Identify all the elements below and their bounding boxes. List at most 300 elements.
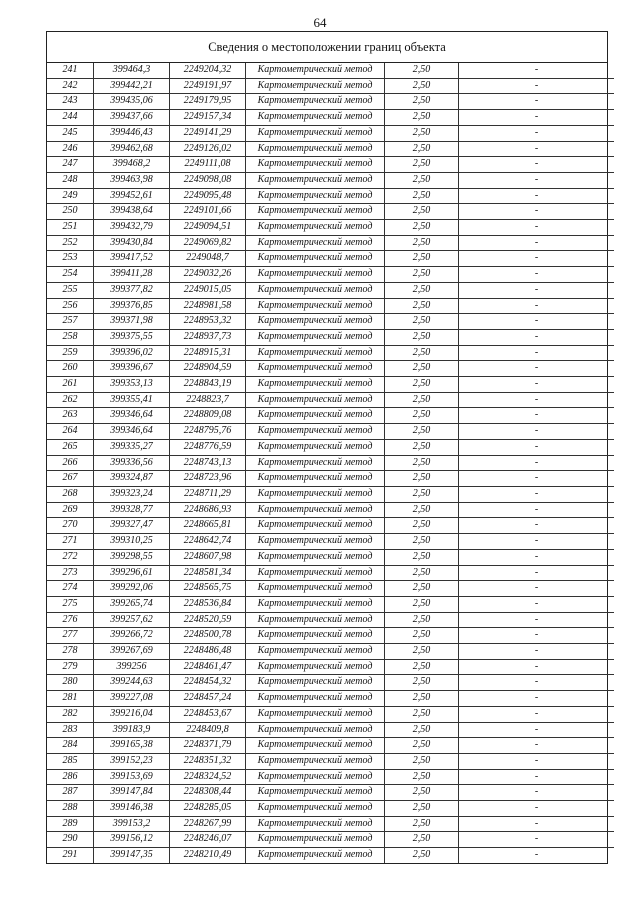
table-row bbox=[47, 345, 614, 361]
y-coordinate-cell: 2249204,32 bbox=[170, 63, 246, 78]
method-cell: Картометрический метод bbox=[246, 94, 385, 110]
point-number-cell: 262 bbox=[47, 392, 94, 408]
x-coordinate-cell: 399437,66 bbox=[94, 110, 170, 126]
accuracy-cell: 2,50 bbox=[385, 345, 459, 361]
description-cell: - bbox=[459, 78, 615, 94]
y-coordinate-cell: 2248285,05 bbox=[170, 801, 246, 817]
point-number-cell: 269 bbox=[47, 502, 94, 518]
accuracy-cell: 2,50 bbox=[385, 267, 459, 283]
point-number-cell: 271 bbox=[47, 534, 94, 550]
point-number-cell: 275 bbox=[47, 596, 94, 612]
accuracy-cell: 2,50 bbox=[385, 502, 459, 518]
y-coordinate-cell: 2248409,8 bbox=[170, 722, 246, 738]
method-cell: Картометрический метод bbox=[246, 722, 385, 738]
y-coordinate-cell: 2248246,07 bbox=[170, 832, 246, 848]
method-cell: Картометрический метод bbox=[246, 832, 385, 848]
table-row bbox=[47, 565, 614, 581]
table-row bbox=[47, 581, 614, 597]
point-number-cell: 252 bbox=[47, 235, 94, 251]
x-coordinate-cell: 399323,24 bbox=[94, 486, 170, 502]
method-cell: Картометрический метод bbox=[246, 188, 385, 204]
accuracy-cell: 2,50 bbox=[385, 78, 459, 94]
method-cell: Картометрический метод bbox=[246, 251, 385, 267]
description-cell: - bbox=[459, 424, 615, 440]
method-cell: Картометрический метод bbox=[246, 549, 385, 565]
method-cell: Картометрический метод bbox=[246, 424, 385, 440]
method-cell: Картометрический метод bbox=[246, 439, 385, 455]
accuracy-cell: 2,50 bbox=[385, 785, 459, 801]
table-row bbox=[47, 282, 614, 298]
description-cell: - bbox=[459, 408, 615, 424]
y-coordinate-cell: 2248665,81 bbox=[170, 518, 246, 534]
table-row bbox=[47, 502, 614, 518]
y-coordinate-cell: 2248743,13 bbox=[170, 455, 246, 471]
description-cell: - bbox=[459, 565, 615, 581]
x-coordinate-cell: 399335,27 bbox=[94, 439, 170, 455]
description-cell: - bbox=[459, 94, 615, 110]
point-number-cell: 246 bbox=[47, 141, 94, 157]
point-number-cell: 270 bbox=[47, 518, 94, 534]
point-number-cell: 274 bbox=[47, 581, 94, 597]
method-cell: Картометрический метод bbox=[246, 235, 385, 251]
x-coordinate-cell: 399353,13 bbox=[94, 377, 170, 393]
method-cell: Картометрический метод bbox=[246, 110, 385, 126]
method-cell: Картометрический метод bbox=[246, 63, 385, 78]
description-cell: - bbox=[459, 738, 615, 754]
table-row bbox=[47, 486, 614, 502]
description-cell: - bbox=[459, 110, 615, 126]
method-cell: Картометрический метод bbox=[246, 502, 385, 518]
point-number-cell: 259 bbox=[47, 345, 94, 361]
coordinates-table-body bbox=[47, 63, 614, 863]
table-row bbox=[47, 675, 614, 691]
y-coordinate-cell: 2248486,48 bbox=[170, 644, 246, 660]
x-coordinate-cell: 399153,69 bbox=[94, 769, 170, 785]
x-coordinate-cell: 399227,08 bbox=[94, 691, 170, 707]
table-row bbox=[47, 235, 614, 251]
accuracy-cell: 2,50 bbox=[385, 706, 459, 722]
x-coordinate-cell: 399267,69 bbox=[94, 644, 170, 660]
x-coordinate-cell: 399324,87 bbox=[94, 471, 170, 487]
y-coordinate-cell: 2248565,75 bbox=[170, 581, 246, 597]
description-cell: - bbox=[459, 675, 615, 691]
point-number-cell: 243 bbox=[47, 94, 94, 110]
y-coordinate-cell: 2248981,58 bbox=[170, 298, 246, 314]
x-coordinate-cell: 399152,23 bbox=[94, 753, 170, 769]
description-cell: - bbox=[459, 188, 615, 204]
method-cell: Картометрический метод bbox=[246, 486, 385, 502]
table-row bbox=[47, 78, 614, 94]
x-coordinate-cell: 399147,35 bbox=[94, 848, 170, 863]
table-row bbox=[47, 424, 614, 440]
method-cell: Картометрический метод bbox=[246, 141, 385, 157]
accuracy-cell: 2,50 bbox=[385, 816, 459, 832]
table-row bbox=[47, 644, 614, 660]
description-cell: - bbox=[459, 251, 615, 267]
description-cell: - bbox=[459, 329, 615, 345]
table-row bbox=[47, 141, 614, 157]
description-cell: - bbox=[459, 612, 615, 628]
y-coordinate-cell: 2248308,44 bbox=[170, 785, 246, 801]
point-number-cell: 288 bbox=[47, 801, 94, 817]
y-coordinate-cell: 2248371,79 bbox=[170, 738, 246, 754]
table-row bbox=[47, 596, 614, 612]
table-row bbox=[47, 848, 614, 863]
description-cell: - bbox=[459, 471, 615, 487]
point-number-cell: 278 bbox=[47, 644, 94, 660]
y-coordinate-cell: 2248937,73 bbox=[170, 329, 246, 345]
description-cell: - bbox=[459, 832, 615, 848]
x-coordinate-cell: 399435,06 bbox=[94, 94, 170, 110]
method-cell: Картометрический метод bbox=[246, 408, 385, 424]
accuracy-cell: 2,50 bbox=[385, 675, 459, 691]
accuracy-cell: 2,50 bbox=[385, 157, 459, 173]
description-cell: - bbox=[534, 849, 539, 861]
y-coordinate-cell: 2249098,08 bbox=[170, 172, 246, 188]
table-row bbox=[47, 298, 614, 314]
point-number-cell: 242 bbox=[47, 78, 94, 94]
point-number-cell: 260 bbox=[47, 361, 94, 377]
accuracy-cell: 2,50 bbox=[385, 738, 459, 754]
point-number-cell: 248 bbox=[47, 172, 94, 188]
table-row bbox=[47, 172, 614, 188]
y-coordinate-cell: 2248461,47 bbox=[170, 659, 246, 675]
y-coordinate-cell: 2249179,95 bbox=[170, 94, 246, 110]
x-coordinate-cell: 399376,85 bbox=[94, 298, 170, 314]
point-number-cell: 255 bbox=[47, 282, 94, 298]
x-coordinate-cell: 399146,38 bbox=[94, 801, 170, 817]
description-cell: - bbox=[459, 455, 615, 471]
table-row bbox=[47, 110, 614, 126]
point-number-cell: 241 bbox=[47, 63, 94, 78]
y-coordinate-cell: 2248536,84 bbox=[170, 596, 246, 612]
accuracy-cell: 2,50 bbox=[385, 769, 459, 785]
accuracy-cell: 2,50 bbox=[385, 722, 459, 738]
accuracy-cell: 2,50 bbox=[385, 94, 459, 110]
point-number-cell: 279 bbox=[47, 659, 94, 675]
method-cell: Картометрический метод bbox=[246, 377, 385, 393]
table-row bbox=[47, 125, 614, 141]
x-coordinate-cell: 399442,21 bbox=[94, 78, 170, 94]
accuracy-cell: 2,50 bbox=[385, 644, 459, 660]
accuracy-cell: 2,50 bbox=[385, 141, 459, 157]
table-row bbox=[47, 691, 614, 707]
y-coordinate-cell: 2249191,97 bbox=[170, 78, 246, 94]
boundary-table-frame bbox=[46, 31, 608, 864]
accuracy-cell: 2,50 bbox=[385, 596, 459, 612]
description-cell: - bbox=[459, 377, 615, 393]
x-coordinate-cell: 399336,56 bbox=[94, 455, 170, 471]
x-coordinate-cell: 399468,2 bbox=[94, 157, 170, 173]
table-row bbox=[47, 455, 614, 471]
point-number-cell: 284 bbox=[47, 738, 94, 754]
x-coordinate-cell: 399156,12 bbox=[94, 832, 170, 848]
description-cell: - bbox=[459, 534, 615, 550]
x-coordinate-cell: 399411,28 bbox=[94, 267, 170, 283]
description-cell: - bbox=[459, 816, 615, 832]
point-number-cell: 256 bbox=[47, 298, 94, 314]
description-cell: - bbox=[459, 204, 615, 220]
y-coordinate-cell: 2249015,05 bbox=[170, 282, 246, 298]
table-row bbox=[47, 251, 614, 267]
point-number-cell: 272 bbox=[47, 549, 94, 565]
table-row bbox=[47, 785, 614, 801]
table-row bbox=[47, 392, 614, 408]
accuracy-cell: 2,50 bbox=[385, 534, 459, 550]
point-number-cell: 276 bbox=[47, 612, 94, 628]
accuracy-cell: 2,50 bbox=[385, 204, 459, 220]
y-coordinate-cell: 2248267,99 bbox=[170, 816, 246, 832]
x-coordinate-cell: 399265,74 bbox=[94, 596, 170, 612]
method-cell: Картометрический метод bbox=[246, 644, 385, 660]
method-cell: Картометрический метод bbox=[246, 848, 385, 863]
x-coordinate-cell: 399462,68 bbox=[94, 141, 170, 157]
x-coordinate-cell: 399375,55 bbox=[94, 329, 170, 345]
table-row bbox=[47, 706, 614, 722]
y-coordinate-cell: 2248711,29 bbox=[170, 486, 246, 502]
method-cell: Картометрический метод bbox=[246, 675, 385, 691]
y-coordinate-cell: 2248324,52 bbox=[170, 769, 246, 785]
x-coordinate-cell: 399298,55 bbox=[94, 549, 170, 565]
point-number-cell: 287 bbox=[47, 785, 94, 801]
description-cell: - bbox=[459, 596, 615, 612]
point-number-cell: 289 bbox=[47, 816, 94, 832]
description-cell: - bbox=[459, 439, 615, 455]
accuracy-cell: 2,50 bbox=[385, 612, 459, 628]
y-coordinate-cell: 2248823,7 bbox=[170, 392, 246, 408]
method-cell: Картометрический метод bbox=[246, 204, 385, 220]
x-coordinate-cell: 399292,06 bbox=[94, 581, 170, 597]
point-number-cell: 251 bbox=[47, 220, 94, 236]
point-number-cell: 249 bbox=[47, 188, 94, 204]
x-coordinate-cell: 399438,64 bbox=[94, 204, 170, 220]
accuracy-cell: 2,50 bbox=[385, 471, 459, 487]
x-coordinate-cell: 399463,98 bbox=[94, 172, 170, 188]
table-row bbox=[47, 220, 614, 236]
table-row bbox=[47, 439, 614, 455]
y-coordinate-cell: 2249126,02 bbox=[170, 141, 246, 157]
method-cell: Картометрический метод bbox=[246, 706, 385, 722]
accuracy-cell: 2,50 bbox=[385, 377, 459, 393]
table-row bbox=[47, 267, 614, 283]
method-cell: Картометрический метод bbox=[246, 738, 385, 754]
accuracy-cell: 2,50 bbox=[385, 801, 459, 817]
y-coordinate-cell: 2249069,82 bbox=[170, 235, 246, 251]
description-cell: - bbox=[459, 125, 615, 141]
y-coordinate-cell: 2248520,59 bbox=[170, 612, 246, 628]
table-row bbox=[47, 816, 614, 832]
table-row bbox=[47, 534, 614, 550]
accuracy-cell: 2,50 bbox=[385, 518, 459, 534]
accuracy-cell: 2,50 bbox=[385, 172, 459, 188]
accuracy-cell: 2,50 bbox=[385, 832, 459, 848]
x-coordinate-cell: 399153,2 bbox=[94, 816, 170, 832]
y-coordinate-cell: 2248953,32 bbox=[170, 314, 246, 330]
y-coordinate-cell: 2249048,7 bbox=[170, 251, 246, 267]
method-cell: Картометрический метод bbox=[246, 565, 385, 581]
accuracy-cell: 2,50 bbox=[385, 565, 459, 581]
table-row bbox=[47, 329, 614, 345]
accuracy-cell: 2,50 bbox=[385, 659, 459, 675]
point-number-cell: 282 bbox=[47, 706, 94, 722]
description-cell: - bbox=[459, 581, 615, 597]
accuracy-cell: 2,50 bbox=[385, 188, 459, 204]
description-cell: - bbox=[459, 298, 615, 314]
accuracy-cell: 2,50 bbox=[385, 549, 459, 565]
page-number: 64 bbox=[313, 15, 327, 30]
method-cell: Картометрический метод bbox=[246, 125, 385, 141]
y-coordinate-cell: 2249094,51 bbox=[170, 220, 246, 236]
table-row bbox=[47, 612, 614, 628]
x-coordinate-cell: 399346,64 bbox=[94, 424, 170, 440]
description-cell: - bbox=[459, 361, 615, 377]
method-cell: Картометрический метод bbox=[246, 220, 385, 236]
point-number-cell: 261 bbox=[47, 377, 94, 393]
y-coordinate-cell: 2248776,59 bbox=[170, 439, 246, 455]
x-coordinate-cell: 399446,43 bbox=[94, 125, 170, 141]
x-coordinate-cell: 399165,38 bbox=[94, 738, 170, 754]
x-coordinate-cell: 399396,67 bbox=[94, 361, 170, 377]
table-row bbox=[47, 157, 614, 173]
description-cell: - bbox=[459, 141, 615, 157]
description-cell: - bbox=[459, 172, 615, 188]
method-cell: Картометрический метод bbox=[246, 314, 385, 330]
method-cell: Картометрический метод bbox=[246, 518, 385, 534]
coordinates-table bbox=[47, 63, 614, 863]
x-coordinate-cell: 399183,9 bbox=[94, 722, 170, 738]
table-row bbox=[47, 769, 614, 785]
point-number-cell: 253 bbox=[47, 251, 94, 267]
accuracy-cell: 2,50 bbox=[385, 235, 459, 251]
point-number-cell: 277 bbox=[47, 628, 94, 644]
y-coordinate-cell: 2249157,34 bbox=[170, 110, 246, 126]
point-number-cell: 254 bbox=[47, 267, 94, 283]
accuracy-cell: 2,50 bbox=[385, 408, 459, 424]
description-cell: - bbox=[459, 628, 615, 644]
y-coordinate-cell: 2248843,19 bbox=[170, 377, 246, 393]
accuracy-cell: 2,50 bbox=[385, 392, 459, 408]
description-cell: - bbox=[459, 722, 615, 738]
description-cell: - bbox=[459, 691, 615, 707]
method-cell: Картометрический метод bbox=[246, 267, 385, 283]
point-number-cell: 258 bbox=[47, 329, 94, 345]
y-coordinate-cell: 2248915,31 bbox=[170, 345, 246, 361]
table-row bbox=[47, 408, 614, 424]
y-coordinate-cell: 2248642,74 bbox=[170, 534, 246, 550]
method-cell: Картометрический метод bbox=[246, 282, 385, 298]
accuracy-cell: 2,50 bbox=[385, 282, 459, 298]
point-number-cell: 285 bbox=[47, 753, 94, 769]
accuracy-cell: 2,50 bbox=[385, 251, 459, 267]
y-coordinate-cell: 2248809,08 bbox=[170, 408, 246, 424]
method-cell: Картометрический метод bbox=[246, 581, 385, 597]
description-cell: - bbox=[459, 314, 615, 330]
description-cell: - bbox=[459, 706, 615, 722]
accuracy-cell: 2,50 bbox=[385, 691, 459, 707]
y-coordinate-cell: 2248210,49 bbox=[170, 848, 246, 863]
x-coordinate-cell: 399296,61 bbox=[94, 565, 170, 581]
table-row bbox=[47, 94, 614, 110]
table-row bbox=[47, 377, 614, 393]
accuracy-cell: 2,50 bbox=[385, 220, 459, 236]
method-cell: Картометрический метод bbox=[246, 345, 385, 361]
section-title: Сведения о местоположении границ объекта bbox=[47, 32, 607, 63]
accuracy-cell: 2,50 bbox=[385, 63, 459, 78]
point-number-cell: 244 bbox=[47, 110, 94, 126]
accuracy-cell: 2,50 bbox=[385, 439, 459, 455]
x-coordinate-cell: 399355,41 bbox=[94, 392, 170, 408]
x-coordinate-cell: 399256 bbox=[94, 659, 170, 675]
description-cell: - bbox=[459, 644, 615, 660]
method-cell: Картометрический метод bbox=[246, 361, 385, 377]
x-coordinate-cell: 399464,3 bbox=[94, 63, 170, 78]
description-cell: - bbox=[459, 220, 615, 236]
point-number-cell: 263 bbox=[47, 408, 94, 424]
accuracy-cell: 2,50 bbox=[385, 753, 459, 769]
accuracy-cell: 2,50 bbox=[385, 314, 459, 330]
x-coordinate-cell: 399216,04 bbox=[94, 706, 170, 722]
description-cell: - bbox=[459, 753, 615, 769]
accuracy-cell: 2,50 bbox=[385, 298, 459, 314]
method-cell: Картометрический метод bbox=[246, 691, 385, 707]
x-coordinate-cell: 399417,52 bbox=[94, 251, 170, 267]
description-cell: - bbox=[459, 157, 615, 173]
point-number-cell: 286 bbox=[47, 769, 94, 785]
x-coordinate-cell: 399430,84 bbox=[94, 235, 170, 251]
table-row bbox=[47, 471, 614, 487]
point-number-cell: 283 bbox=[47, 722, 94, 738]
y-coordinate-cell: 2248500,78 bbox=[170, 628, 246, 644]
accuracy-cell: 2,50 bbox=[385, 581, 459, 597]
description-cell: - bbox=[459, 659, 615, 675]
table-row bbox=[47, 314, 614, 330]
x-coordinate-cell: 399396,02 bbox=[94, 345, 170, 361]
point-number-cell: 268 bbox=[47, 486, 94, 502]
description-cell: - bbox=[459, 345, 615, 361]
table-row bbox=[47, 832, 614, 848]
x-coordinate-cell: 399244,63 bbox=[94, 675, 170, 691]
table-row bbox=[47, 188, 614, 204]
y-coordinate-cell: 2248686,93 bbox=[170, 502, 246, 518]
method-cell: Картометрический метод bbox=[246, 612, 385, 628]
y-coordinate-cell: 2248454,32 bbox=[170, 675, 246, 691]
table-row bbox=[47, 518, 614, 534]
y-coordinate-cell: 2248453,67 bbox=[170, 706, 246, 722]
y-coordinate-cell: 2249032,26 bbox=[170, 267, 246, 283]
y-coordinate-cell: 2248904,59 bbox=[170, 361, 246, 377]
method-cell: Картометрический метод bbox=[246, 455, 385, 471]
x-coordinate-cell: 399310,25 bbox=[94, 534, 170, 550]
point-number-cell: 247 bbox=[47, 157, 94, 173]
method-cell: Картометрический метод bbox=[246, 753, 385, 769]
y-coordinate-cell: 2248607,98 bbox=[170, 549, 246, 565]
accuracy-cell: 2,50 bbox=[385, 424, 459, 440]
x-coordinate-cell: 399147,84 bbox=[94, 785, 170, 801]
point-number-cell: 280 bbox=[47, 675, 94, 691]
accuracy-cell: 2,50 bbox=[385, 455, 459, 471]
point-number-cell: 291 bbox=[47, 848, 94, 863]
y-coordinate-cell: 2249095,48 bbox=[170, 188, 246, 204]
method-cell: Картометрический метод bbox=[246, 816, 385, 832]
point-number-cell: 281 bbox=[47, 691, 94, 707]
method-cell: Картометрический метод bbox=[246, 659, 385, 675]
method-cell: Картометрический метод bbox=[246, 628, 385, 644]
table-row bbox=[47, 549, 614, 565]
table-row bbox=[47, 361, 614, 377]
x-coordinate-cell: 399257,62 bbox=[94, 612, 170, 628]
method-cell: Картометрический метод bbox=[246, 78, 385, 94]
accuracy-cell: 2,50 bbox=[385, 329, 459, 345]
